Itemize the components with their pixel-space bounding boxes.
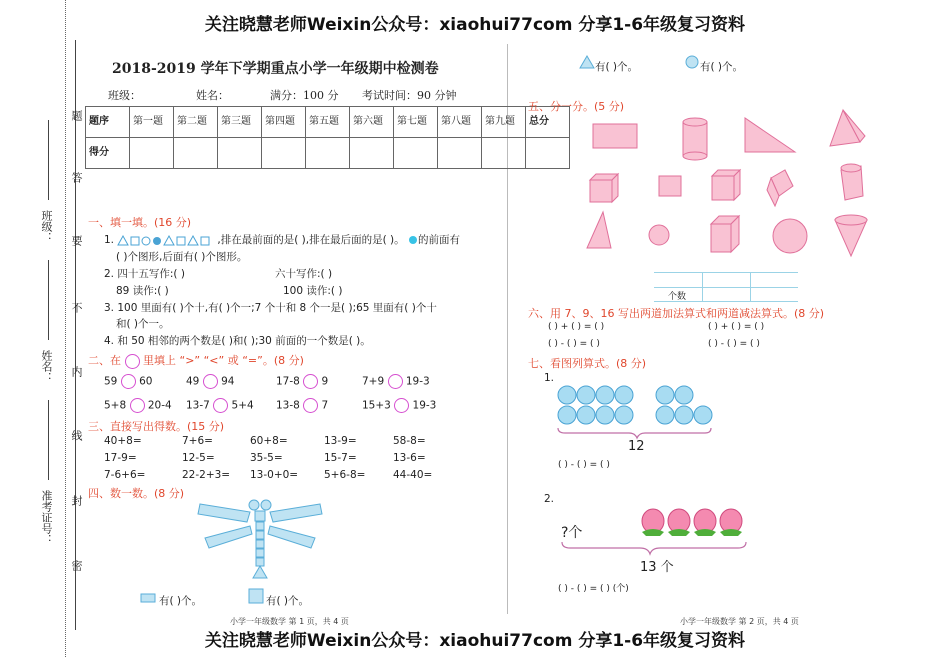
calc-item: 35-5= [250,452,283,464]
score-cell[interactable] [394,138,438,169]
compare-item [104,398,172,413]
binding-line-outer [65,0,66,657]
peaches-figure [560,506,750,558]
dragonfly-figure [195,498,325,586]
score-header-cell: 总分 [526,107,570,138]
q7-1-number: 1. [544,372,555,384]
equation-row: ( ) + ( ) = ( ) [548,322,605,332]
cone-shape [835,215,867,256]
count-table-line [654,272,798,273]
section5-heading: 五、分一分。(5 分) [528,100,625,113]
binding-examno-line [48,400,49,480]
binding-mark-3: 要 [70,235,83,246]
peach-icon [720,509,742,536]
score-header-cell: 第二题 [174,107,218,138]
circles-group-figure [555,384,715,440]
score-table [85,106,570,169]
tilted-cube-shape [767,170,793,206]
rectangle-shape [593,124,637,148]
calc-item: 7-6+6= [104,469,146,481]
peach-icon [668,509,690,536]
calc-item: 15-7= [324,452,357,464]
compare-item [186,398,254,413]
q2-read-100: 100 读作:( ) [283,285,343,297]
binding-line-inner [75,40,76,630]
calc-item: 5+6-8= [324,469,366,481]
compare-left: 59 [104,375,118,388]
score-header-cell: 第七题 [394,107,438,138]
score-cell[interactable] [306,138,350,169]
cuboid-shape-long [711,216,739,252]
binding-mark-1: 题 [70,110,83,121]
compare-blank[interactable] [130,398,145,413]
calc-item: 13-9= [324,435,357,447]
calc-item: 13-6= [393,452,426,464]
q7-2-unknown: ?个 [561,525,583,541]
q7-2-number: 2. [544,493,555,505]
tilted-cylinder-shape [841,164,863,200]
binding-class-label: 班级： [40,210,53,243]
q1-number: 1. [104,234,115,246]
binding-examno-label: 准考证号： [40,490,53,545]
score-header-cell: 第八题 [438,107,482,138]
calc-item: 7+6= [182,435,213,447]
score-cell[interactable] [130,138,174,169]
count-table [654,272,798,302]
triangle-count-label: 有( )个。 [595,61,639,73]
compare-right: 5+4 [231,399,254,412]
compare-item [104,374,152,389]
triangular-pyramid-shape [830,110,865,146]
compare-blank[interactable] [303,398,318,413]
compare-blank[interactable] [303,374,318,389]
section7-heading: 七、看图列算式。(8 分) [528,357,647,370]
q4-line: 4. 和 50 相邻的两个数是( )和( );30 前面的一个数是( )。 [104,335,371,347]
exam-title: 2018-2019 学年下学期重点小学一年级期中检测卷 [112,61,439,77]
calc-item: 12-5= [182,452,215,464]
compare-right: 60 [139,375,153,388]
compare-item [276,374,328,389]
calc-item: 60+8= [250,435,288,447]
q2-write-60: 六十写作:( ) [275,268,333,280]
section1-heading: 一、填一填。(16 分) [88,216,192,229]
right-triangle-shape [745,118,795,152]
q3-line2: 和( )个一。 [116,318,170,330]
compare-blank[interactable] [394,398,409,413]
peach-icon [642,509,664,536]
calc-item: 22-2+3= [182,469,231,481]
section4-heading: 四、数一数。(8 分) [88,487,185,500]
score-header-cell: 第一题 [130,107,174,138]
score-header-cell: 第三题 [218,107,262,138]
compare-item [186,374,234,389]
score-table-header-row [86,107,570,138]
compare-right: 19-3 [405,375,430,388]
binding-name-label: 姓名： [40,350,53,383]
compare-left: 17-8 [276,375,300,388]
score-cell[interactable] [482,138,526,169]
circle-shape-icon [684,55,700,69]
compare-item [362,398,436,413]
calc-item: 40+8= [104,435,142,447]
compare-left: 15+3 [362,399,391,412]
compare-left: 49 [186,375,200,388]
equation-row: ( ) - ( ) = ( ) [548,339,600,349]
shape-sorting-figure [585,108,875,268]
peach-icon [694,509,716,536]
score-cell[interactable] [438,138,482,169]
compare-right: 19-3 [412,399,437,412]
section3-heading: 三、直接写出得数。(15 分) [88,420,225,433]
rect-shape-icon [140,593,156,603]
q7-1-total: 12 [628,439,645,454]
calc-item: 44-40= [393,469,433,481]
count-table-line [750,272,751,302]
q7-1-formula: ( ) - ( ) = ( ) [558,460,610,470]
q3-line1: 3. 100 里面有( )个十,有( )个一;7 个十和 8 个一是( );65 里面有( )个十 [104,302,437,314]
compare-left: 5+8 [104,399,127,412]
square-shape [659,176,681,196]
score-cell[interactable] [262,138,306,169]
binding-mark-2: 答 [70,172,83,183]
compare-blank[interactable] [203,374,218,389]
circle-shape-small [649,225,669,245]
bottom-banner: 关注晓慧老师Weixin公众号：xiaohui77com 分享1-6年级复习资料 [204,631,746,651]
equation-row: ( ) - ( ) = ( ) [708,339,760,349]
q7-2-formula: ( ) - ( ) = ( ) (个) [558,584,629,594]
q7-2-total: 13 个 [640,560,674,575]
cube-shape [590,174,618,202]
footer-left: 小学一年级数学 第 1 页，共 4 页 [230,617,349,626]
compare-item [276,398,328,413]
calc-item: 17-9= [104,452,137,464]
shape-sequence-icon [117,235,217,246]
count-table-line [654,287,798,288]
binding-mark-7: 封 [70,495,83,506]
triangle-shape [587,212,611,248]
score-table-score-row [86,138,570,169]
score-header-cell: 第九题 [482,107,526,138]
section2-heading-b: 里填上 “>” “<” 或 “=”。(8 分) [143,354,304,367]
square-shape-icon [248,588,264,604]
top-banner: 关注晓慧老师Weixin公众号：xiaohui77com 分享1-6年级复习资料 [204,15,746,35]
score-row-label: 得分 [86,138,130,169]
score-cell[interactable] [526,138,570,169]
q1-line2: ( )个图形,后面有( )个图形。 [116,251,248,263]
compare-right: 94 [221,375,235,388]
equation-row: ( ) + ( ) = ( ) [708,322,765,332]
section2-heading-a: 二、在 [88,354,121,367]
binding-mark-5: 内 [70,366,83,377]
section2-heading [88,352,304,369]
compare-left: 13-8 [276,399,300,412]
rect-count-label: 有( )个。 [159,595,203,607]
compare-blank[interactable] [121,374,136,389]
circle-count-label: 有( )个。 [700,61,744,73]
cylinder-shape [683,118,707,160]
binding-mark-4: 不 [70,302,83,313]
score-header-cell: 第六题 [350,107,394,138]
compare-left: 13-7 [186,399,210,412]
q1-line1 [104,232,460,247]
score-header-cell: 题序 [86,107,130,138]
score-cell[interactable] [350,138,394,169]
compare-right: 7 [321,399,329,412]
footer-right: 小学一年级数学 第 2 页，共 4 页 [680,617,799,626]
binding-mark-6: 线 [70,430,83,441]
compare-right: 20-4 [147,399,172,412]
binding-mark-8: 密 [70,560,83,571]
count-table-label: 个数 [668,292,687,302]
section6-heading: 六、用 7、9、16 写出两道加法算式和两道减法算式。(8 分) [528,307,825,320]
score-cell[interactable] [174,138,218,169]
compare-circle-icon [125,354,140,369]
compare-blank[interactable] [213,398,228,413]
q1-text-b: 的前面有 [417,234,460,246]
info-class: 班级： [108,89,141,102]
square-count-label: 有( )个。 [266,595,310,607]
info-full-score: 满分：100 分 [270,89,339,102]
q2-write-45: 2. 四十五写作:( ) [104,268,185,280]
compare-right: 9 [321,375,329,388]
info-name: 姓名： [196,89,229,102]
binding-class-line [48,120,49,200]
q2-read-89: 89 读作:( ) [116,285,169,297]
compare-blank[interactable] [388,374,403,389]
calc-item: 58-8= [393,435,426,447]
count-table-line [702,272,703,302]
q1-text-a: ,排在最前面的是( ),排在最后面的是( )。 [217,234,405,246]
calc-item: 13-0+0= [250,469,299,481]
circle-shape-large [773,219,807,253]
binding-name-line [48,260,49,340]
info-time: 考试时间：90 分钟 [362,89,457,102]
cuboid-shape-small [712,170,740,200]
compare-item [362,374,430,389]
score-header-cell: 第五题 [306,107,350,138]
filled-circle-icon [408,235,418,245]
triangle-shape-icon [579,55,595,69]
score-cell[interactable] [218,138,262,169]
compare-left: 7+9 [362,375,385,388]
score-header-cell: 第四题 [262,107,306,138]
